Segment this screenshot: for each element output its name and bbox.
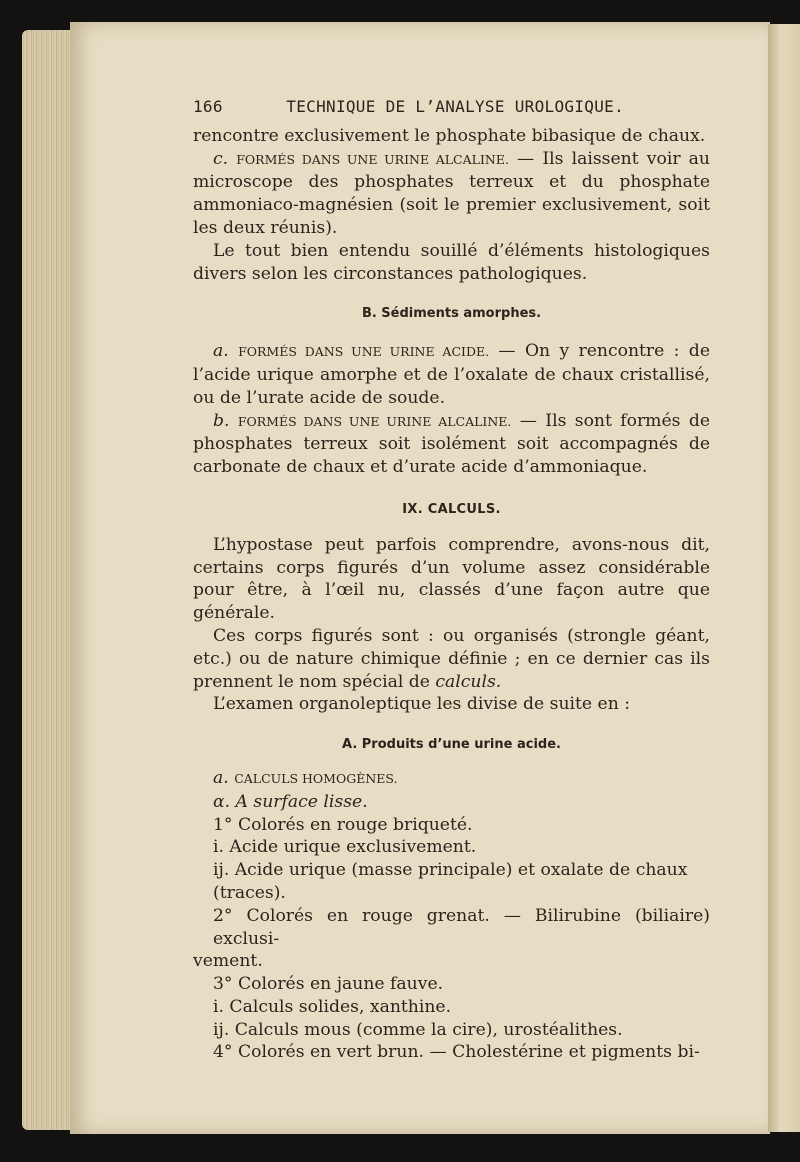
paragraph: Le tout bien entendu souillé d’éléments histologiques divers selon les circonstances pathologiques. bbox=[193, 240, 710, 284]
adjacent-page bbox=[768, 24, 800, 1132]
list-item: 2° Colorés en rouge grenat. — Bilirubine (biliaire) exclusi- bbox=[213, 905, 710, 949]
page-text bbox=[193, 96, 710, 1064]
running-title: TECHNIQUE DE L’ANALYSE UROLOGIQUE. bbox=[286, 97, 624, 116]
list-item: 1° Colorés en rouge briqueté. bbox=[213, 814, 473, 835]
paragraph: rencontre exclusivement le phosphate bibasique de chaux. bbox=[193, 125, 706, 146]
list-item: ij. Calculs mous (comme la cire), urostéalithes. bbox=[213, 1019, 623, 1040]
list-item: 4° Colorés en vert brun. — Cholestérine et pigments bi- bbox=[213, 1042, 700, 1063]
list-item-continuation: vement. bbox=[193, 951, 263, 972]
section-heading: A. Produits d’une urine acide. bbox=[342, 737, 561, 753]
paragraph: b. FORMÉS DANS UNE URINE ALCALINE. — Ils sont formés de phosphates terreux soit isolément soit accompagnés de carbonate de chaux et d’urate acide d’ammoniaque. bbox=[193, 410, 710, 478]
paragraph: L’hypostase peut parfois comprendre, avons-nous dit, certains corps figurés d’un volume assez considérable pour être, à l’œil nu, classés d’une façon autre que générale. bbox=[193, 534, 710, 624]
chapter-heading: IX. CALCULS. bbox=[402, 501, 501, 517]
paragraph: c. FORMÉS DANS UNE URINE ALCALINE. — Ils laissent voir au microscope des phosphates terreux et du phosphate ammoniaco-magnésien (soit le premier exclusivement, soit les deux réunis). bbox=[193, 148, 711, 238]
paragraph: a. FORMÉS DANS UNE URINE ACIDE. — On y rencontre : de l’acide urique amorphe et de l’oxalate de chaux cristallisé, ou de l’urate acide de soude. bbox=[193, 341, 710, 408]
list-item: ij. Acide urique (masse principale) et oxalate de chaux (traces). bbox=[213, 860, 688, 903]
list-item: i. Calculs solides, xanthine. bbox=[213, 996, 452, 1017]
running-header bbox=[193, 96, 710, 119]
paragraph: L’examen organoleptique les divise de suite en : bbox=[213, 694, 631, 715]
section-heading: B. Sédiments amorphes. bbox=[361, 306, 542, 322]
page-number: 166 bbox=[193, 97, 223, 116]
list-item: i. Acide urique exclusivement. bbox=[213, 837, 477, 858]
list-item: a. CALCULS HOMOGÈNES. bbox=[213, 767, 398, 788]
list-item: α. A surface lisse. bbox=[213, 791, 368, 812]
list-item: 3° Colorés en jaune fauve. bbox=[213, 974, 444, 995]
paragraph: Ces corps figurés sont : ou organisés (strongle géant, etc.) ou de nature chimique définie ; en ce dernier cas ils prennent le nom spécial de calculs. bbox=[193, 625, 710, 692]
classification-list bbox=[193, 767, 710, 1064]
